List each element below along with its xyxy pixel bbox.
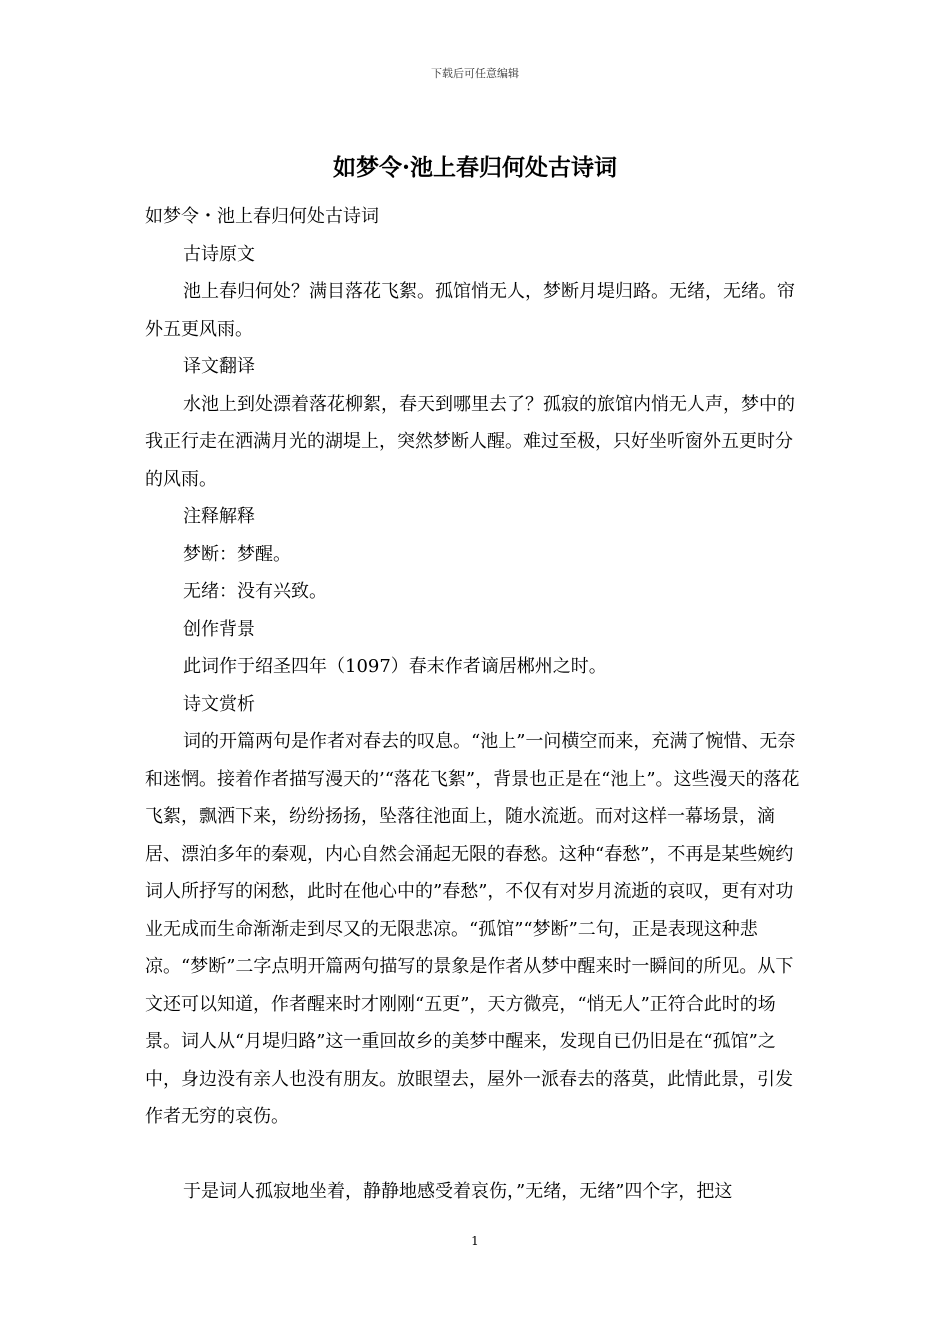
section-heading-background: 创作背景 bbox=[183, 618, 255, 640]
header-note: 下载后可任意编辑 bbox=[431, 67, 519, 80]
appreciation-text-continued: 于是词人孤寂地坐着，静静地感受着哀伤，”无绪，无绪”四个字，把这 bbox=[183, 1180, 733, 1202]
section-heading-translation: 译文翻译 bbox=[183, 356, 255, 377]
document-body bbox=[145, 198, 810, 1210]
note-item: 无绪：没有兴致。 bbox=[183, 581, 327, 602]
page-title: 如梦令·池上春归何处古诗词 bbox=[332, 154, 617, 181]
document-subtitle: 如梦令・池上春归何处古诗词 bbox=[145, 206, 379, 227]
page-number: 1 bbox=[471, 1234, 479, 1248]
section-heading-notes: 注释解释 bbox=[183, 506, 255, 527]
background-text: 此词作于绍圣四年（1097）春末作者谪居郴州之时。 bbox=[183, 656, 607, 677]
section-heading-appreciation: 诗文赏析 bbox=[183, 693, 255, 715]
appreciation-text: 词的开篇两句是作者对春去的叹息。“池上”一问横空而来，充满了惋惜、无奈和迷惘。接着作者描写漫天的’“落花飞絮”，背景也正是在“池上”。这些漫天的落花飞絮，飘洒下来，纷纷扬扬，坠落往池面上，随水流逝。而对这样一幕场景，滴居、漂泊多年的秦观，内心自然会涌起无限的春愁。这种“春愁”，不再是某些婉约词人所抒写的闲愁，此时在他心中的”春愁”，不仅有对岁月流逝的哀叹，更有对功业无成而生命渐渐走到尽又的无限悲凉。“孤馆”“梦断”二句，正是表现这种悲凉。“梦断”二字点明开篇两句描写的景象是作者从梦中醒来时一瞬间的所见。从下文还可以知道，作者醒来时才刚刚“五更”，天方微亮，“悄无人”正符合此时的场景。词人从“月堤归路”这一重回故乡的美梦中醒来，发现自已仍旧是在“孤馆”之中，身边没有亲人也没有朋友。放眼望去，屋外一派春去的落莫，此情此景，引发作者无穷的哀伤。 bbox=[145, 731, 800, 1127]
translation-text: 水池上到处漂着落花柳絮，春天到哪里去了？孤寂的旅馆内悄无人声，梦中的我正行走在洒满月光的湖堤上，突然梦断人醒。难过至极，只好坐听窗外五更时分的风雨。 bbox=[145, 393, 795, 490]
poem-original-text: 池上春归何处？满目落花飞絮。孤馆悄无人，梦断月堤归路。无绪，无绪。帘外五更风雨。 bbox=[145, 281, 795, 340]
note-item: 梦断：梦醒。 bbox=[183, 543, 291, 565]
section-heading-original: 古诗原文 bbox=[183, 243, 255, 265]
